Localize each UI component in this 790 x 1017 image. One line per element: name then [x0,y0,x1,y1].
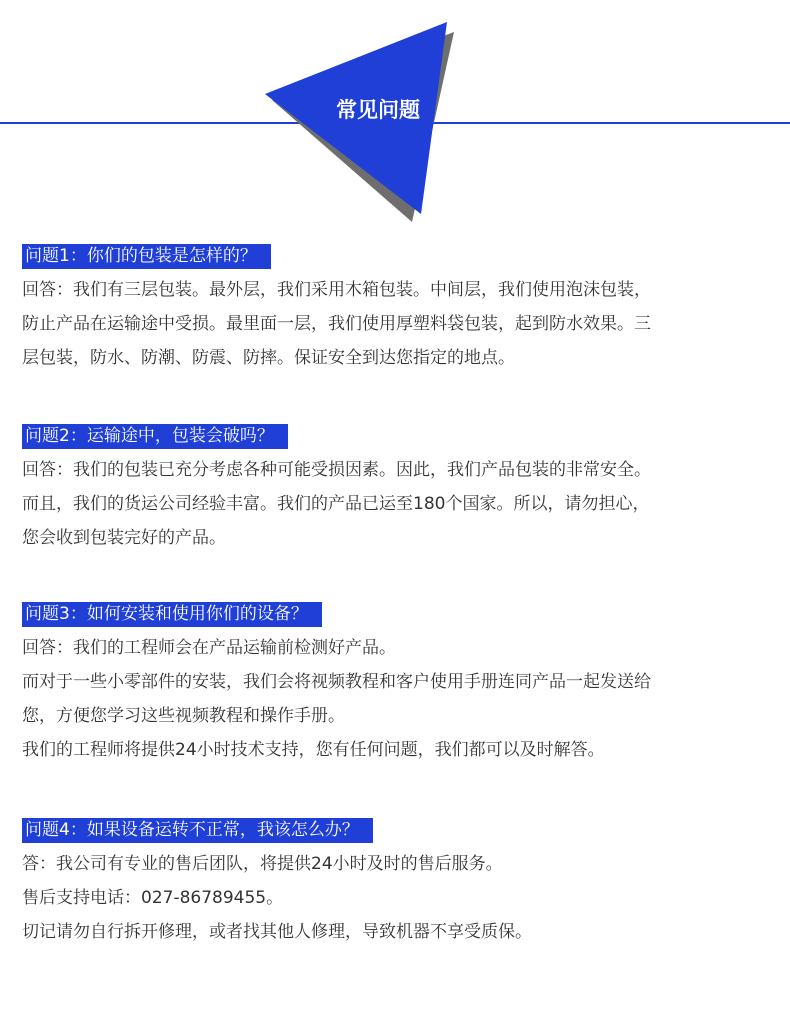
answer-line: 而对于一些小零部件的安装，我们会将视频教程和客户使用手册连同产品一起发送给 [22,672,651,692]
answer-line: 回答：我们的包装已充分考虑各种可能受损因素。因此，我们产品包装的非常安全。 [22,460,651,480]
answer-line: 切记请勿自行拆开修理，或者找其他人修理，导致机器不享受质保。 [22,922,532,942]
answer-line: 回答：我们有三层包装。最外层，我们采用木箱包装。中间层，我们使用泡沫包装， [22,280,651,300]
faq-item-3 [22,602,782,767]
answer-line: 您，方便您学习这些视频教程和操作手册。 [22,706,345,726]
answer-line: 回答：我们的工程师会在产品运输前检测好产品。 [22,638,396,658]
faq-question: 问题2：运输途中，包装会破吗？ [22,424,288,449]
faq-answer [22,631,782,767]
answer-line: 我们的工程师将提供24小时技术支持，您有任何问题，我们都可以及时解答。 [22,740,605,760]
faq-item-2 [22,424,782,555]
faq-answer [22,273,782,375]
faq-question: 问题1：你们的包装是怎样的？ [22,244,271,269]
answer-line: 售后支持电话：027-86789455。 [22,888,284,908]
faq-item-1 [22,244,782,375]
answer-line: 您会收到包装完好的产品。 [22,528,226,548]
answer-line: 层包装，防水、防潮、防震、防摔。保证安全到达您指定的地点。 [22,348,515,368]
faq-question: 问题3：如何安装和使用你们的设备？ [22,602,322,627]
faq-answer [22,847,782,949]
answer-line: 答：我公司有专业的售后团队，将提供24小时及时的售后服务。 [22,854,503,874]
answer-line: 而且，我们的货运公司经验丰富。我们的产品已运至180个国家。所以，请勿担心， [22,494,650,514]
faq-question: 问题4：如果设备运转不正常，我该怎么办？ [22,818,373,843]
faq-item-4 [22,818,782,949]
faq-header [0,0,790,230]
faq-answer [22,453,782,555]
answer-line: 防止产品在运输途中受损。最里面一层，我们使用厚塑料袋包装，起到防水效果。三 [22,314,651,334]
page-title: 常见问题 [336,98,420,122]
